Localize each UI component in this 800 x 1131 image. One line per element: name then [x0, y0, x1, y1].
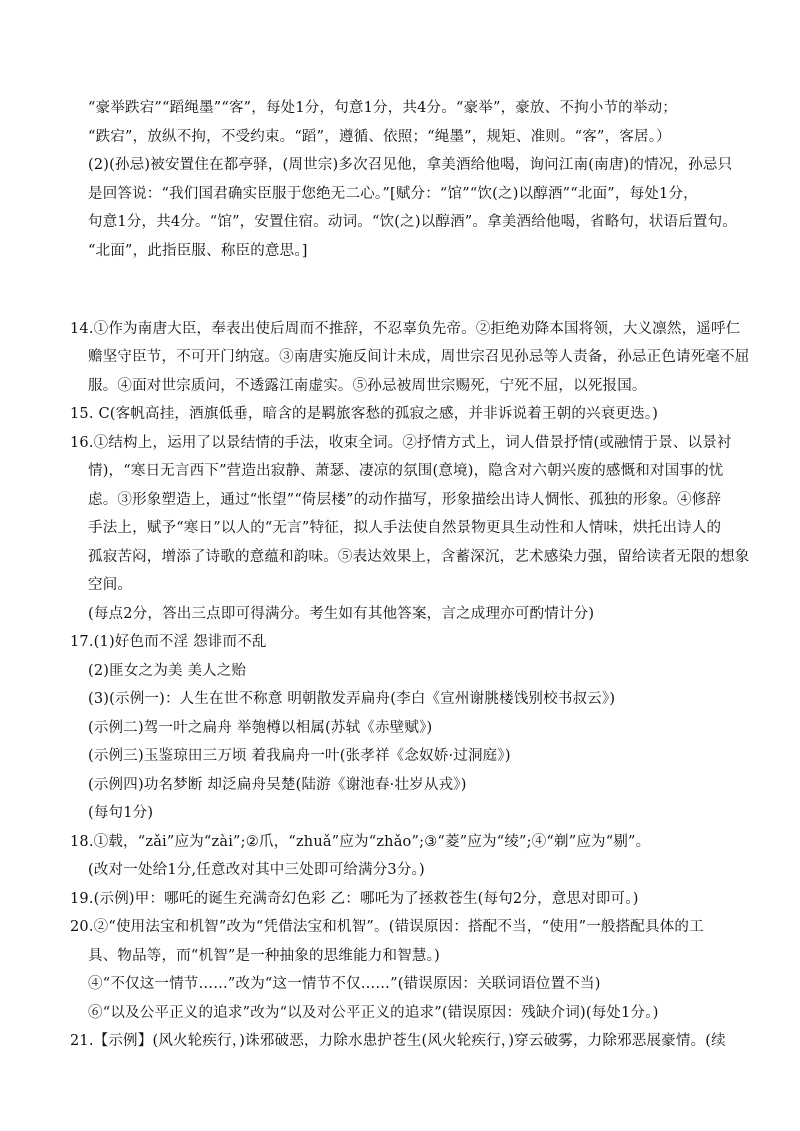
- answer-17-2: (2)匪女之为美 美人之贻: [88, 663, 247, 679]
- answer-17-3-example-1: (3)(示例一)：人生在世不称意 明朝散发弄扁舟(李白《宣州谢朓楼饯别校书叔云》): [88, 691, 616, 707]
- answer-14-line-2: 赡坚守臣节，不可开门纳寇。③南唐实施反间计未成，周世宗召见孙忌等人责备，孙忌正色请死毫不屈: [88, 349, 750, 365]
- answer-18: 18.①载，“zǎi”应为“zài”;②爪，“zhuǎ”应为“zhǎo”;③“菱”应为“绫”;④“剃”应为“剔”。: [70, 834, 651, 850]
- text-line-5: 句意1分，共4分。“馆”，安置住宿。动词。“饮(之)以醇酒”。拿美酒给他喝，省略句，状语后置句。: [88, 214, 738, 230]
- answer-16-scoring: (每点2分，答出三点即可得满分。考生如有其他答案，言之成理亦可酌情计分): [88, 606, 595, 622]
- answer-14-line-1: 14.①作为南唐大臣，奉表出使后周而不推辞，不忍辜负先帝。②拒绝劝降本国将领，大义凛然，遥呼仁: [70, 321, 741, 337]
- answer-17-scoring: (每句1分): [88, 805, 154, 821]
- text-line-3: (2)(孙忌)被安置住在都亭驿，(周世宗)多次召见他，拿美酒给他喝，询问江南(南唐)的情况，孙忌只: [88, 157, 733, 173]
- answer-20-line-3: ④“不仅这一情节……”改为“这一情节不仅……”(错误原因：关联词语位置不当): [88, 976, 601, 992]
- answer-17-example-3: (示例三)玉鉴琼田三万顷 着我扁舟一叶(张孝祥《念奴娇·过洞庭》): [88, 748, 511, 764]
- answer-18-scoring: (改对一处给1分,任意改对其中三处即可给满分3分。): [88, 862, 425, 878]
- text-line-6: “北面”，此指臣服、称臣的意思。]: [88, 243, 308, 259]
- answer-16-line-5: 孤寂苦闷，增添了诗歌的意蕴和韵味。⑤表达效果上，含蓄深沉，艺术感染力强，留给读者无限的想象: [88, 549, 750, 565]
- answer-16-line-3: 虑。③形象塑造上，通过“怅望”“倚层楼”的动作描写，形象描绘出诗人惆怅、孤独的形象。④修辞: [88, 492, 722, 508]
- answer-17-example-2: (示例二)驾一叶之扁舟 举匏樽以相属(苏轼《赤壁赋》): [88, 720, 433, 736]
- text-line-2: “跌宕”，放纵不拘，不受约束。“蹈”，遵循、依照；“绳墨”，规矩、准则。“客”，客居。）: [88, 129, 671, 145]
- answer-15: 15. C(客帆高挂，酒旗低垂，暗含的是羁旅客愁的孤寂之感，并非诉说着王朝的兴衰更迭。): [70, 406, 659, 422]
- answer-21: 21.【示例】(风火轮疾行，)诛邪破恶，力除水患护苍生(风火轮疾行，)穿云破雾，力除邪恶展豪情。(续: [70, 1033, 726, 1049]
- answer-16-line-6: 空间。: [88, 577, 133, 593]
- answer-19: 19.(示例)甲：哪吒的诞生充满奇幻色彩 乙：哪吒为了拯救苍生(每句2分，意思对即可。): [70, 891, 639, 907]
- answer-16-line-1: 16.①结构上，运用了以景结情的手法，收束全词。②抒情方式上，词人借景抒情(或融情于景、以景衬: [70, 435, 732, 451]
- text-line-4: 是回答说：“我们国君确实臣服于您绝无二心。”[赋分：“馆”“饮(之)以醇酒”“北面”，每处1分，: [88, 186, 698, 202]
- answer-16-line-4: 手法上，赋予“寒日”以人的“无言”特征，拟人手法使自然景物更具生动性和人情味，烘托出诗人的: [88, 520, 722, 536]
- answer-16-line-2: 情)，“寒日无言西下”营造出寂静、萧瑟、凄凉的氛围(意境)，隐含对六朝兴废的感慨和对国事的忧: [88, 463, 724, 479]
- text-line-1: “豪举跌宕”“蹈绳墨”“客”，每处1分，句意1分，共4分。“豪举”，豪放、不拘小节的举动；: [88, 100, 677, 116]
- answer-20-line-1: 20.②“使用法宝和机智”改为“凭借法宝和机智”。(错误原因：搭配不当，“使用”一般搭配具体的工: [70, 919, 704, 935]
- answer-20-line-4: ⑥“以及公平正义的追求”改为“以及对公平正义的追求”(错误原因：残缺介词)(每处1分。): [88, 1005, 659, 1021]
- answer-17-1: 17.(1)好色而不淫 怨诽而不乱: [70, 634, 267, 650]
- answer-17-example-4: (示例四)功名梦断 却泛扁舟吴楚(陆游《谢池春·壮岁从戎》): [88, 777, 467, 793]
- answer-14-line-3: 服。④面对世宗质问，不透露江南虚实。⑤孙忌被周世宗赐死，宁死不屈，以死报国。: [88, 378, 647, 394]
- answer-20-line-2: 具、物品等，而“机智”是一种抽象的思维能力和智慧。): [88, 948, 440, 964]
